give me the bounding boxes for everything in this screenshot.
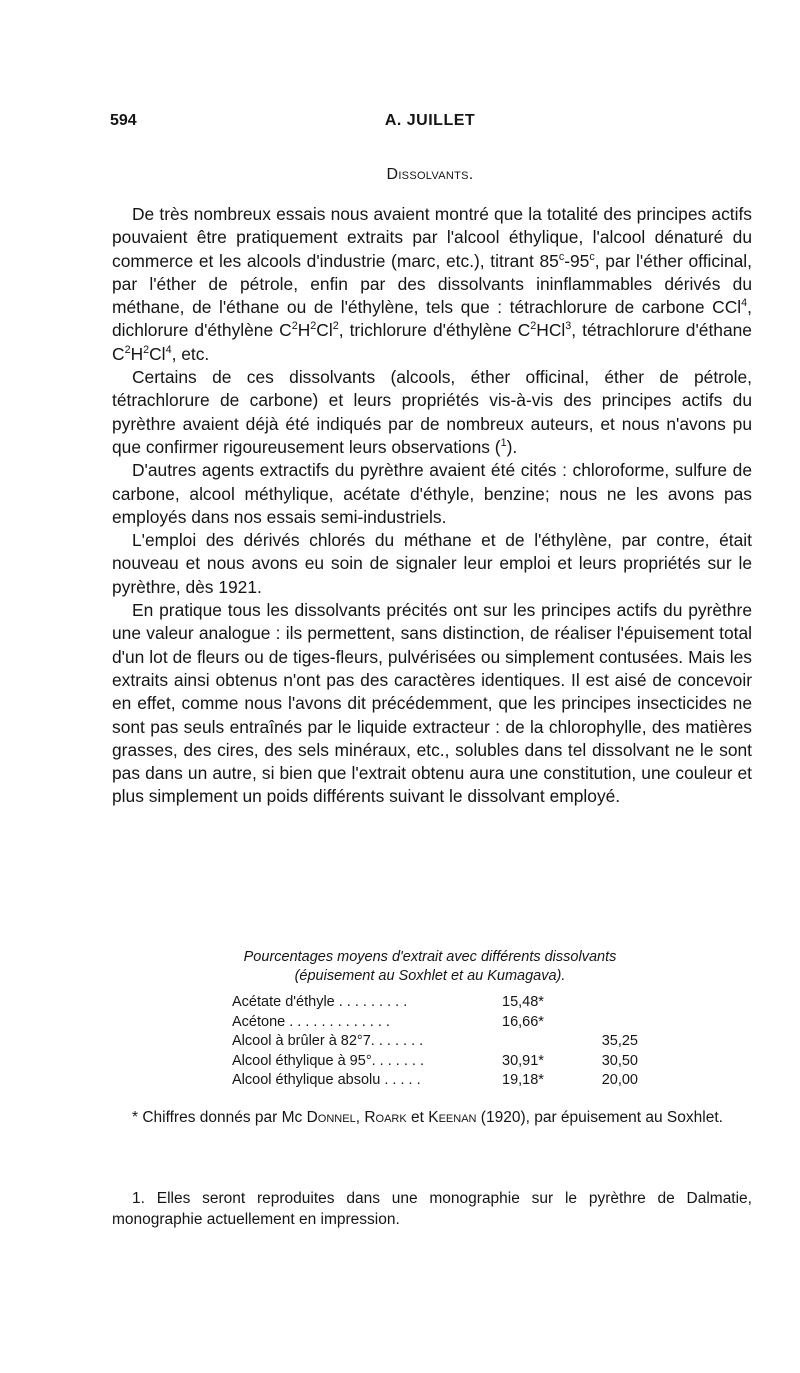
value-soxhlet <box>502 1032 582 1052</box>
value-kumagava: 35,25 <box>601 1033 638 1049</box>
extract-percentage-table <box>232 993 638 1091</box>
page-number: 594 <box>110 112 137 129</box>
paragraph-3: D'autres agents extractifs du pyrèthre avaient été cités : chloroforme, sulfure de carbone, alcool méthylique, acétate d'éthyle, benzine; nous ne les avons pas employés dans nos essais semi-industriels. <box>112 460 752 527</box>
solvent-name: Alcool éthylique absolu . . . . . <box>232 1072 421 1088</box>
solvent-name: Acétone . . . . . . . . . . . . . <box>232 1013 390 1030</box>
page-header <box>110 112 750 136</box>
table-caption-line-2: (épuisement au Soxhlet et au Kumagava). <box>294 968 566 984</box>
value-kumagava: 30,50 <box>601 1052 638 1069</box>
value-soxhlet: 30,91* <box>502 1052 544 1069</box>
value-kumagava: 20,00 <box>601 1072 638 1088</box>
author-name: Donnel <box>306 1109 356 1126</box>
paragraph-5: En pratique tous les dissolvants précités ont sur les principes actifs du pyrèthre une valeur analogue : ils permettent, sans distinction, de réaliser l'épuisement total d'un lot de fleurs ou de tiges-fleurs, pulvérisées ou simplement contusées. Mais les extraits ainsi obtenus n'ont pas des caractères identiques. Il est aisé de concevoir en effet, comme nous l'avons dit précédemment, que les principes insecticides ne sont pas seuls entraînés par le liquide extracteur : de la chlorophylle, des matières grasses, des cires, des sels minéraux, etc., solubles dans tel dissolvant ne le sont pas dans un autre, si bien que l'extrait obtenu aura une constitution, une couleur et plus simplement un poids différents suivant le dissolvant employé. <box>112 600 752 807</box>
author-name: Keenan <box>428 1109 477 1126</box>
value-soxhlet: 19,18* <box>502 1072 544 1088</box>
author-name: Roark <box>364 1109 407 1126</box>
table-row <box>232 993 638 1013</box>
value-soxhlet: 16,66* <box>502 1013 544 1030</box>
table-caption <box>110 948 750 986</box>
body-text <box>112 203 752 809</box>
value-kumagava <box>582 1013 638 1033</box>
value-soxhlet: 15,48* <box>502 994 544 1010</box>
footnote <box>112 1188 752 1230</box>
solvent-name: Alcool à brûler à 82°7. . . . . . . <box>232 1033 424 1049</box>
table-row <box>232 1052 638 1072</box>
section-title: Dissolvants. <box>386 166 474 183</box>
footnote-reference[interactable]: 1 <box>500 437 507 450</box>
table-row <box>232 1071 638 1091</box>
footnote-text: Elles seront reproduites dans une monographie sur le pyrèthre de Dalmatie, monographie actuellement en impression. <box>112 1190 752 1228</box>
running-head: A. JUILLET <box>384 112 476 129</box>
solvent-name: Alcool éthylique à 95°. . . . . . . <box>232 1052 424 1069</box>
table-caption-line-1: Pourcentages moyens d'extrait avec différents dissolvants <box>243 949 617 965</box>
paragraph-4: L'emploi des dérivés chlorés du méthane et de l'éthylène, par contre, était nouveau et nous avons eu soin de signaler leur emploi et leurs propriétés sur le pyrèthre, dès 1921. <box>112 530 752 597</box>
footnote-number: 1. <box>132 1190 145 1207</box>
paragraph-1: De très nombreux essais nous avaient montré que la totalité des principes actifs pouvaient être pratiquement extraits par l'alcool éthylique, l'alcool dénaturé du commerce et les alcools d'industrie (marc, etc.), titrant 85$^c$-95$^c$, par l'éther officinal, par l'éther de pétrole, enfin par des dissolvants ininflammables dérivés du méthane, de l'éthane ou de l'éthylène, tels que : tétrachlorure de carbone CCl$^4$, dichlorure d'éthylène $C^2H^2Cl^2$, trichlorure d'éthylène $C^2HCl^3$, tétrachlorure d'éthane $C^2H^2Cl^4$, etc. <box>112 204 752 364</box>
paragraph-2: Certains de ces dissolvants (alcools, éther officinal, éther de pétrole, tétrachlorure de carbone) et leurs propriétés vis-à-vis des principes actifs du pyrèthre avaient déjà été indiqués par de nombreux auteurs, et nous n'avons pu que confirmer rigoureusement leurs observations ($^1$). <box>112 367 752 457</box>
table-note: * Chiffres donnés par Mc Donnel, Roark et Keenan (1920), par épuisement au Soxhlet. <box>132 1109 723 1126</box>
table-row <box>232 1032 638 1052</box>
table-row <box>232 1013 638 1033</box>
value-kumagava <box>582 993 638 1013</box>
solvent-name: Acétate d'éthyle . . . . . . . . . <box>232 994 408 1010</box>
